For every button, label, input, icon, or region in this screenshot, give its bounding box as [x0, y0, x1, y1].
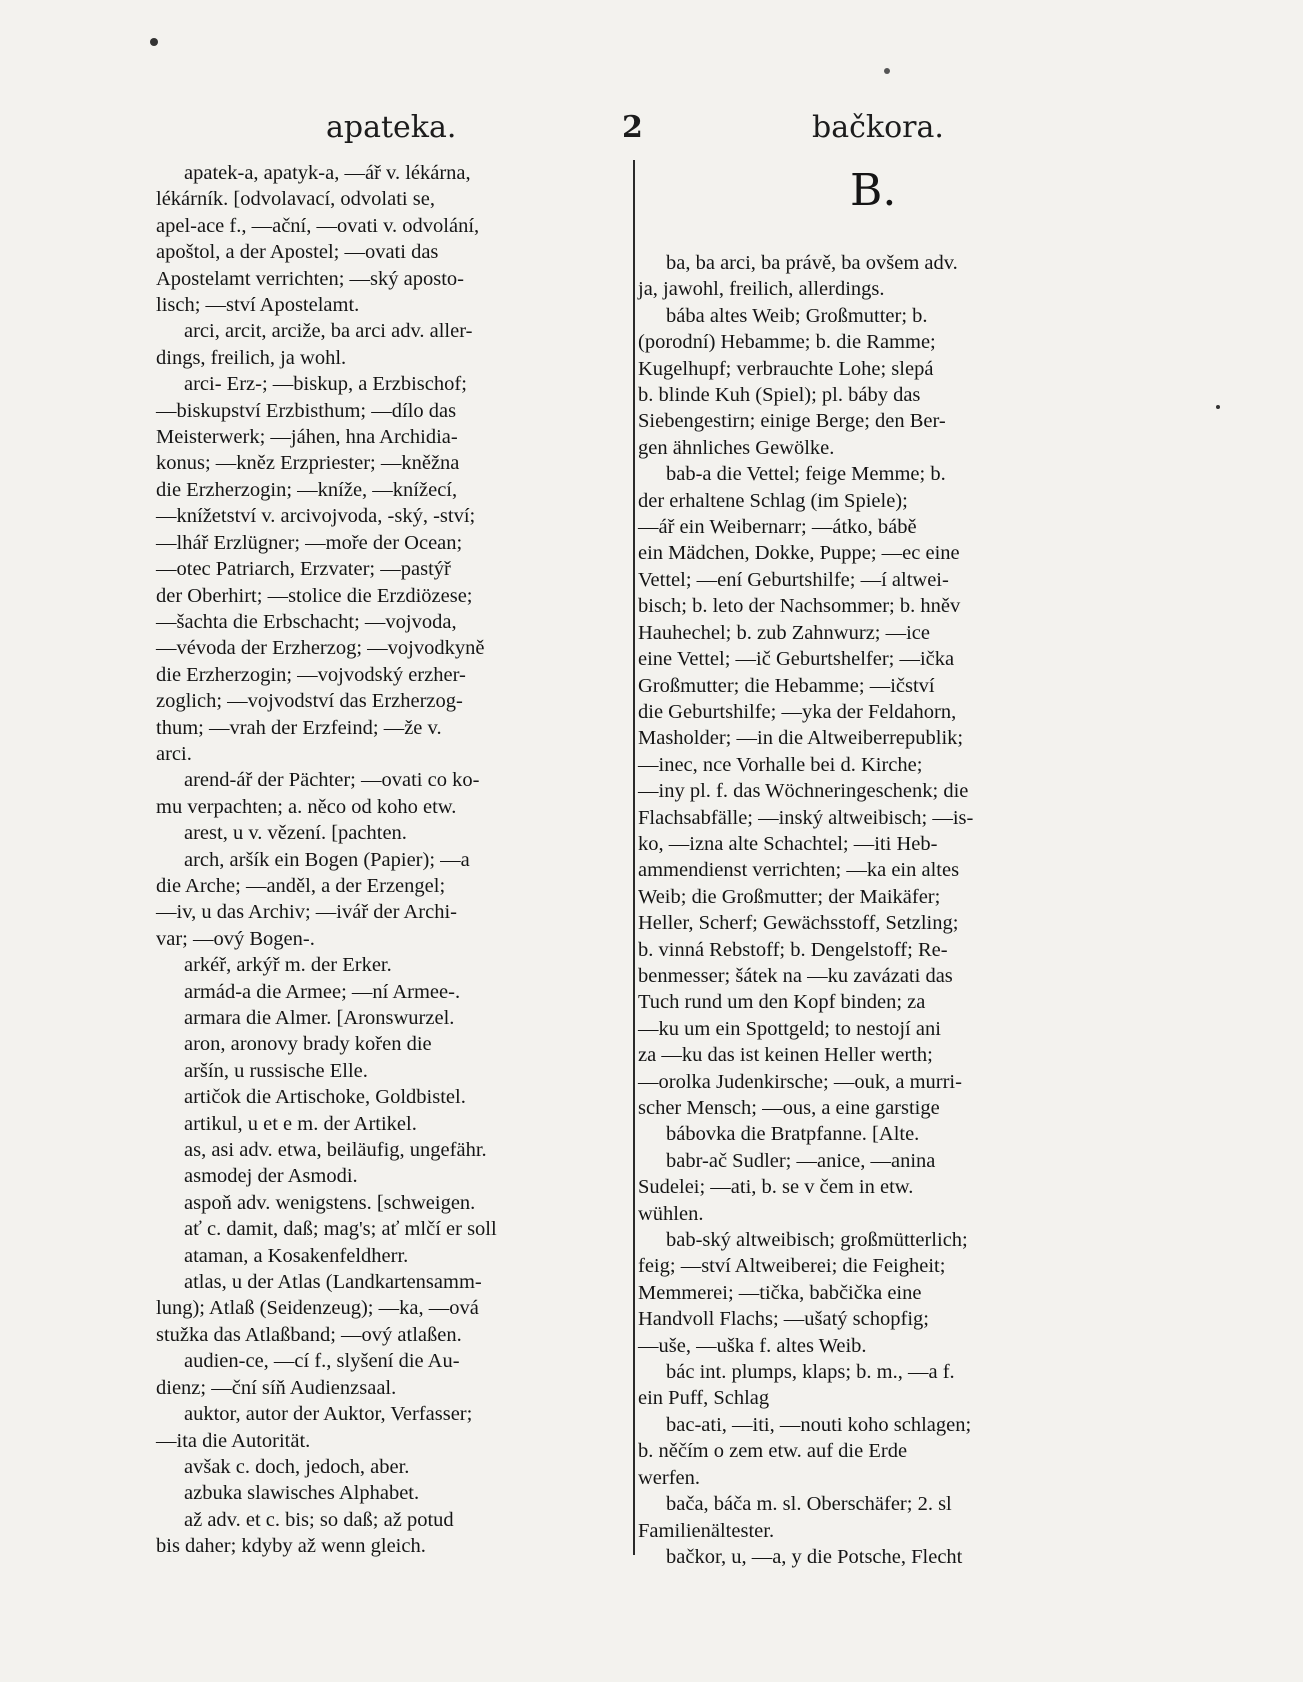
dictionary-line: Sudelei; —ati, b. se v čem in etw.	[638, 1176, 914, 1199]
dictionary-line: die Geburtshilfe; —yka der Feldahorn,	[638, 700, 957, 723]
dictionary-line: arci.	[156, 742, 192, 765]
dictionary-line: babr-ač Sudler; —anice, —anina	[666, 1149, 936, 1172]
dictionary-line: apoštol, a der Apostel; —ovati das	[156, 241, 439, 264]
dictionary-line: apel-ace f., —ační, —ovati v. odvolání,	[156, 214, 480, 237]
dictionary-line: —uše, —uška f. altes Weib.	[638, 1334, 867, 1357]
dictionary-line: lisch; —ství Apostelamt.	[156, 294, 360, 317]
dictionary-line: atlas, u der Atlas (Landkartensamm-	[184, 1271, 482, 1294]
dictionary-line: —orolka Judenkirsche; —ouk, a murri-	[638, 1070, 962, 1093]
dictionary-line: arch, aršík ein Bogen (Papier); —a	[184, 848, 470, 871]
dictionary-line: Hauhechel; b. zub Zahnwurz; —ice	[638, 621, 931, 644]
dictionary-line: as, asi adv. etwa, beiläufig, ungefähr.	[184, 1139, 487, 1162]
dictionary-line: lékárník. [odvolavací, odvolati se,	[156, 188, 435, 211]
page-number: 2	[622, 110, 643, 145]
dictionary-line: —ku um ein Spottgeld; to nestojí ani	[638, 1017, 941, 1040]
dictionary-line: arci, arcit, arciže, ba arci adv. aller-	[184, 320, 473, 343]
dictionary-line: až adv. et c. bis; so daß; až potud	[184, 1508, 454, 1531]
dictionary-line: auktor, autor der Auktor, Verfasser;	[184, 1403, 473, 1426]
dictionary-line: werfen.	[638, 1466, 701, 1489]
dictionary-line: (porodní) Hebamme; b. die Ramme;	[638, 331, 936, 354]
dictionary-line: feig; —ství Altweiberei; die Feigheit;	[638, 1255, 946, 1278]
dictionary-line: Heller, Scherf; Gewächsstoff, Setzling;	[638, 912, 959, 935]
dictionary-line: arest, u v. vězení. [pachten.	[184, 822, 407, 845]
dictionary-line: bác int. plumps, klaps; b. m., —a f.	[666, 1361, 955, 1384]
dictionary-line: artičok die Artischoke, Goldbistel.	[184, 1086, 466, 1109]
dictionary-line: Apostelamt verrichten; —ský aposto-	[156, 267, 465, 290]
dictionary-line: —iny pl. f. das Wöchneringeschenk; die	[638, 780, 969, 803]
dictionary-line: ein Mädchen, Dokke, Puppe; —ec eine	[638, 542, 960, 565]
dictionary-line: bac-ati, —iti, —nouti koho schlagen;	[666, 1413, 972, 1436]
dictionary-line: artikul, u et e m. der Artikel.	[184, 1112, 417, 1135]
dictionary-line: zoglich; —vojvodství das Erzherzog-	[156, 690, 463, 713]
dictionary-line: azbuka slawisches Alphabet.	[184, 1482, 420, 1505]
header-right-word: bačkora.	[812, 110, 944, 145]
dictionary-line: ammendienst verrichten; —ka ein altes	[638, 859, 960, 882]
dictionary-line: audien-ce, —cí f., slyšení die Au-	[184, 1350, 460, 1373]
dictionary-line: bis daher; kdyby až wenn gleich.	[156, 1535, 426, 1558]
dictionary-line: b. vinná Rebstoff; b. Dengelstoff; Re-	[638, 938, 948, 961]
column-divider	[633, 160, 635, 1555]
dictionary-line: —vévoda der Erzherzog; —vojvodkyně	[156, 637, 485, 660]
dictionary-line: mu verpachten; a. něco od koho etw.	[156, 795, 457, 818]
dictionary-line: konus; —kněz Erzpriester; —kněžna	[156, 452, 460, 475]
dictionary-line: lung); Atlaß (Seidenzeug); —ka, —ová	[156, 1297, 479, 1320]
left-column	[156, 160, 628, 1560]
dictionary-line: bisch; b. leto der Nachsommer; b. hněv	[638, 595, 961, 618]
dictionary-line: bab-a die Vettel; feige Memme; b.	[666, 463, 946, 486]
dictionary-line: aspoň adv. wenigstens. [schweigen.	[184, 1191, 476, 1214]
dictionary-line: bačkor, u, —a, y die Potsche, Flecht	[666, 1545, 963, 1568]
dictionary-line: —ář ein Weibernarr; —átko, bábě	[638, 516, 917, 539]
dictionary-line: ko, —izna alte Schachtel; —iti Heb-	[638, 832, 938, 855]
dictionary-line: —šachta die Erbschacht; —vojvoda,	[156, 610, 457, 633]
scan-speck	[150, 38, 158, 46]
dictionary-line: arkéř, arkýř m. der Erker.	[184, 954, 392, 977]
dictionary-line: arci- Erz-; —biskup, a Erzbischof;	[184, 373, 467, 396]
dictionary-line: Handvoll Flachs; —ušatý schopfig;	[638, 1308, 929, 1331]
dictionary-line: var; —ový Bogen-.	[156, 927, 315, 950]
dictionary-line: wühlen.	[638, 1202, 704, 1225]
dictionary-line: benmesser; šátek na —ku zavázati das	[638, 964, 953, 987]
dictionary-line: Kugelhupf; verbrauchte Lohe; slepá	[638, 357, 934, 380]
dictionary-line: —lhář Erzlügner; —moře der Ocean;	[156, 531, 463, 554]
dictionary-line: Tuch rund um den Kopf binden; za	[638, 991, 926, 1014]
dictionary-line: die Erzherzogin; —kníže, —knížecí,	[156, 478, 458, 501]
dictionary-line: bábovka die Bratpfanne. [Alte.	[666, 1123, 920, 1146]
section-letter: B.	[850, 165, 897, 216]
dictionary-line: scher Mensch; —ous, a eine garstige	[638, 1097, 940, 1119]
dictionary-line: arend-ář der Pächter; —ovati co ko-	[184, 769, 480, 792]
dictionary-line: —biskupství Erzbisthum; —dílo das	[156, 399, 457, 422]
dictionary-line: armara die Almer. [Aronswurzel.	[184, 1007, 455, 1029]
dictionary-line: die Erzherzogin; —vojvodský erzher-	[156, 663, 466, 686]
dictionary-line: stužka das Atlaßband; —ový atlaßen.	[156, 1323, 462, 1346]
dictionary-line: die Arche; —anděl, a der Erzengel;	[156, 874, 446, 897]
dictionary-line: armád-a die Armee; —ní Armee-.	[184, 980, 461, 1003]
dictionary-line: apatek-a, apatyk-a, —ář v. lékárna,	[184, 162, 471, 184]
dictionary-line: bába altes Weib; Großmutter; b.	[666, 304, 928, 327]
dictionary-line: Meisterwerk; —jáhen, hna Archidia-	[156, 426, 458, 449]
dictionary-line: za —ku das ist keinen Heller werth;	[638, 1044, 933, 1067]
dictionary-line: ein Puff, Schlag	[638, 1387, 770, 1410]
dictionary-line: ataman, a Kosakenfeldherr.	[184, 1244, 409, 1267]
dictionary-line: Großmutter; die Hebamme; —ičství	[638, 674, 935, 697]
dictionary-line: dienz; —ční síň Audienzsaal.	[156, 1376, 397, 1399]
dictionary-line: —ita die Autorität.	[156, 1429, 311, 1452]
dictionary-line: eine Vettel; —ič Geburtshelfer; —ička	[638, 648, 955, 671]
dictionary-line: avšak c. doch, jedoch, aber.	[184, 1455, 410, 1478]
scan-speck	[1216, 405, 1220, 409]
dictionary-line: ba, ba arci, ba právě, ba ovšem adv.	[666, 252, 958, 274]
dictionary-line: —iv, u das Archiv; —ivář der Archi-	[156, 901, 457, 924]
scan-speck	[884, 68, 890, 74]
dictionary-line: bača, báča m. sl. Oberschäfer; 2. sl	[666, 1493, 952, 1516]
dictionary-line: —inec, nce Vorhalle bei d. Kirche;	[638, 753, 923, 776]
dictionary-line: ja, jawohl, freilich, allerdings.	[638, 278, 885, 301]
dictionary-line: der erhaltene Schlag (im Spiele);	[638, 489, 908, 512]
dictionary-line: —knížetství v. arcivojvoda, -ský, -ství;	[156, 505, 476, 528]
dictionary-line: Flachsabfälle; —inský altweibisch; —is-	[638, 806, 974, 829]
right-column	[638, 250, 1120, 1570]
header-left-word: apateka.	[326, 110, 457, 145]
dictionary-line: aršín, u russische Elle.	[184, 1059, 368, 1082]
dictionary-line: b. něčím o zem etw. auf die Erde	[638, 1440, 908, 1463]
dictionary-line: Memmerei; —tička, babčička eine	[638, 1281, 922, 1304]
dictionary-line: b. blinde Kuh (Spiel); pl. báby das	[638, 384, 921, 407]
dictionary-line: asmodej der Asmodi.	[184, 1165, 358, 1188]
dictionary-line: thum; —vrah der Erzfeind; —že v.	[156, 716, 442, 739]
dictionary-line: Weib; die Großmutter; der Maikäfer;	[638, 885, 941, 908]
dictionary-line: der Oberhirt; —stolice die Erzdiözese;	[156, 584, 473, 607]
dictionary-line: Masholder; —in die Altweiberrepublik;	[638, 727, 964, 750]
dictionary-line: aron, aronovy brady kořen die	[184, 1033, 432, 1056]
dictionary-line: ať c. damit, daß; mag's; ať mlčí er soll	[184, 1218, 497, 1241]
dictionary-line: Familienältester.	[638, 1519, 775, 1542]
dictionary-line: —otec Patriarch, Erzvater; —pastýř	[156, 558, 451, 581]
dictionary-line: Vettel; —ení Geburtshilfe; —í altwei-	[638, 568, 949, 591]
dictionary-line: bab-ský altweibisch; großmütterlich;	[666, 1229, 968, 1252]
dictionary-line: Siebengestirn; einige Berge; den Ber-	[638, 410, 946, 433]
dictionary-line: dings, freilich, ja wohl.	[156, 346, 347, 369]
dictionary-line: gen ähnliches Gewölke.	[638, 436, 835, 459]
